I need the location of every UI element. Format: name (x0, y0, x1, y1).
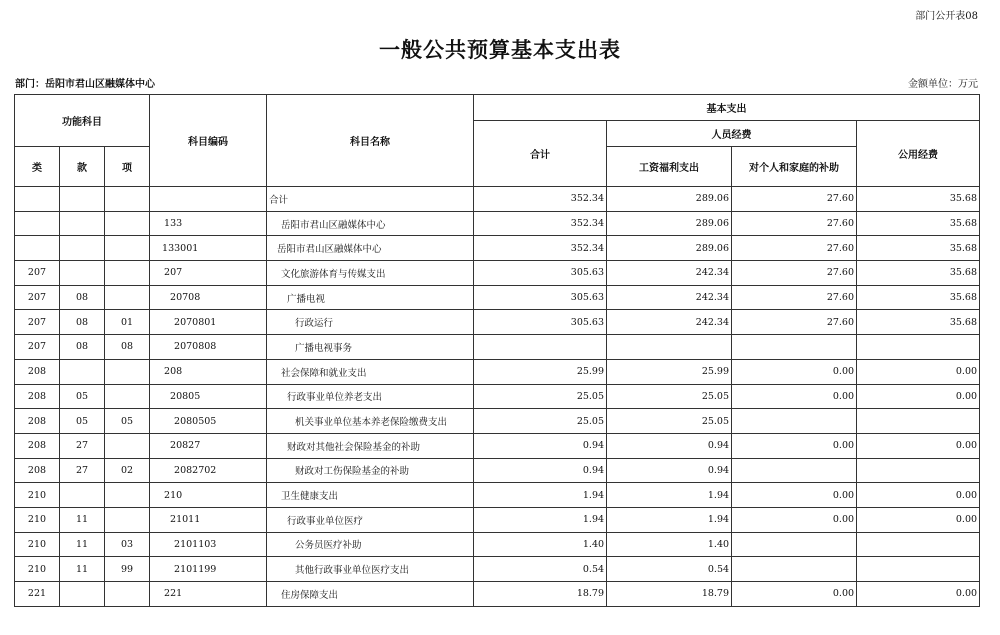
cell-subsidy (732, 557, 857, 582)
cell-xiang (105, 359, 150, 384)
department-label: 部门：岳阳市君山区融媒体中心 (15, 79, 155, 90)
cell-xiang: 01 (105, 310, 150, 335)
table-row (15, 236, 980, 261)
amount-unit-label: 金额单位：万元 (908, 79, 978, 90)
cell-public (857, 458, 980, 483)
cell-public: 0.00 (857, 507, 980, 532)
cell-name: 文化旅游体育与传媒支出 (267, 261, 474, 286)
header-personnel: 人员经费 (607, 121, 857, 147)
cell-subsidy: 0.00 (732, 507, 857, 532)
cell-name: 广播电视 (267, 285, 474, 310)
cell-subsidy: 27.60 (732, 236, 857, 261)
cell-wages: 0.94 (607, 433, 732, 458)
table-row (15, 384, 980, 409)
cell-code: 208 (150, 359, 267, 384)
header-func-subject: 功能科目 (15, 95, 150, 147)
cell-wages: 0.54 (607, 557, 732, 582)
cell-wages: 242.34 (607, 285, 732, 310)
cell-xiang: 08 (105, 335, 150, 360)
cell-wages: 1.94 (607, 507, 732, 532)
header-basic-expense: 基本支出 (474, 95, 980, 121)
cell-name: 行政事业单位养老支出 (267, 384, 474, 409)
cell-total: 352.34 (474, 187, 607, 212)
cell-code: 207 (150, 261, 267, 286)
cell-name: 广播电视事务 (267, 335, 474, 360)
table-header (15, 95, 980, 187)
cell-name: 社会保障和就业支出 (267, 359, 474, 384)
cell-code: 2101199 (150, 557, 267, 582)
cell-lei: 208 (15, 384, 60, 409)
cell-xiang (105, 507, 150, 532)
cell-xiang: 03 (105, 532, 150, 557)
cell-public: 35.68 (857, 236, 980, 261)
cell-xiang: 05 (105, 409, 150, 434)
cell-xiang (105, 261, 150, 286)
table-row (15, 532, 980, 557)
cell-lei: 208 (15, 409, 60, 434)
cell-name: 岳阳市君山区融媒体中心 (267, 236, 474, 261)
cell-subsidy (732, 409, 857, 434)
header-xiang: 项 (105, 147, 150, 187)
cell-total: 25.05 (474, 409, 607, 434)
cell-kuan: 11 (60, 507, 105, 532)
cell-total: 25.99 (474, 359, 607, 384)
table-body (15, 187, 980, 607)
cell-subsidy: 0.00 (732, 433, 857, 458)
table-row (15, 409, 980, 434)
cell-kuan (60, 236, 105, 261)
cell-code: 221 (150, 582, 267, 607)
cell-public: 35.68 (857, 211, 980, 236)
page-title: 一般公共预算基本支出表 (379, 37, 621, 62)
cell-total: 352.34 (474, 236, 607, 261)
cell-name: 行政运行 (267, 310, 474, 335)
cell-name: 其他行政事业单位医疗支出 (267, 557, 474, 582)
cell-xiang: 99 (105, 557, 150, 582)
table-row (15, 433, 980, 458)
cell-code (150, 187, 267, 212)
cell-name: 合计 (267, 187, 474, 212)
table-row (15, 261, 980, 286)
cell-wages: 25.05 (607, 384, 732, 409)
cell-public: 0.00 (857, 483, 980, 508)
table-row (15, 187, 980, 212)
cell-wages (607, 335, 732, 360)
cell-total (474, 335, 607, 360)
cell-public (857, 409, 980, 434)
cell-name: 行政事业单位医疗 (267, 507, 474, 532)
cell-kuan: 08 (60, 285, 105, 310)
cell-kuan: 05 (60, 409, 105, 434)
cell-subsidy: 27.60 (732, 261, 857, 286)
cell-kuan: 27 (60, 433, 105, 458)
table-row (15, 483, 980, 508)
cell-code: 21011 (150, 507, 267, 532)
cell-public (857, 532, 980, 557)
cell-lei: 210 (15, 557, 60, 582)
cell-public: 35.68 (857, 285, 980, 310)
cell-code: 20708 (150, 285, 267, 310)
cell-subsidy: 27.60 (732, 285, 857, 310)
cell-public: 35.68 (857, 261, 980, 286)
cell-total: 352.34 (474, 211, 607, 236)
cell-subsidy: 0.00 (732, 384, 857, 409)
cell-lei: 207 (15, 335, 60, 360)
cell-name: 岳阳市君山区融媒体中心 (267, 211, 474, 236)
table-row (15, 359, 980, 384)
cell-kuan: 08 (60, 310, 105, 335)
cell-xiang: 02 (105, 458, 150, 483)
cell-lei: 208 (15, 359, 60, 384)
cell-total: 18.79 (474, 582, 607, 607)
cell-xiang (105, 236, 150, 261)
cell-subsidy: 0.00 (732, 483, 857, 508)
table-row (15, 507, 980, 532)
cell-public: 0.00 (857, 582, 980, 607)
cell-subsidy: 27.60 (732, 310, 857, 335)
cell-lei (15, 211, 60, 236)
cell-wages: 289.06 (607, 236, 732, 261)
cell-public (857, 557, 980, 582)
cell-kuan (60, 582, 105, 607)
cell-xiang (105, 285, 150, 310)
cell-kuan: 05 (60, 384, 105, 409)
cell-kuan: 27 (60, 458, 105, 483)
cell-lei: 207 (15, 261, 60, 286)
cell-total: 25.05 (474, 384, 607, 409)
cell-wages: 242.34 (607, 310, 732, 335)
table-row (15, 582, 980, 607)
cell-name: 公务员医疗补助 (267, 532, 474, 557)
table-row (15, 310, 980, 335)
header-wages: 工资福利支出 (607, 147, 732, 187)
cell-public (857, 335, 980, 360)
cell-name: 财政对工伤保险基金的补助 (267, 458, 474, 483)
table-row (15, 335, 980, 360)
cell-lei: 210 (15, 483, 60, 508)
cell-total: 305.63 (474, 285, 607, 310)
cell-name: 住房保障支出 (267, 582, 474, 607)
cell-wages: 25.05 (607, 409, 732, 434)
cell-total: 305.63 (474, 261, 607, 286)
cell-total: 1.40 (474, 532, 607, 557)
cell-kuan (60, 261, 105, 286)
cell-subsidy: 0.00 (732, 359, 857, 384)
cell-total: 0.54 (474, 557, 607, 582)
cell-xiang (105, 433, 150, 458)
cell-xiang (105, 582, 150, 607)
cell-public: 0.00 (857, 359, 980, 384)
cell-lei: 210 (15, 532, 60, 557)
cell-public: 35.68 (857, 187, 980, 212)
cell-wages: 1.40 (607, 532, 732, 557)
cell-kuan (60, 359, 105, 384)
cell-name: 卫生健康支出 (267, 483, 474, 508)
cell-code: 2070801 (150, 310, 267, 335)
header-kuan: 款 (60, 147, 105, 187)
cell-subsidy: 27.60 (732, 187, 857, 212)
header-lei: 类 (15, 147, 60, 187)
cell-public: 0.00 (857, 384, 980, 409)
header-public: 公用经费 (857, 121, 980, 187)
cell-code: 210 (150, 483, 267, 508)
cell-subsidy: 0.00 (732, 582, 857, 607)
table-row (15, 285, 980, 310)
cell-subsidy: 27.60 (732, 211, 857, 236)
cell-public: 35.68 (857, 310, 980, 335)
cell-code: 2080505 (150, 409, 267, 434)
cell-xiang (105, 211, 150, 236)
cell-lei: 208 (15, 458, 60, 483)
table-row (15, 211, 980, 236)
cell-wages: 242.34 (607, 261, 732, 286)
cell-code: 2101103 (150, 532, 267, 557)
cell-code: 20805 (150, 384, 267, 409)
cell-xiang (105, 483, 150, 508)
cell-kuan: 11 (60, 532, 105, 557)
cell-code: 2070808 (150, 335, 267, 360)
cell-lei: 221 (15, 582, 60, 607)
cell-wages: 0.94 (607, 458, 732, 483)
cell-code: 20827 (150, 433, 267, 458)
budget-table (14, 94, 980, 607)
cell-xiang (105, 187, 150, 212)
cell-code: 2082702 (150, 458, 267, 483)
cell-lei: 207 (15, 285, 60, 310)
header-name: 科目名称 (267, 95, 474, 187)
cell-wages: 289.06 (607, 187, 732, 212)
cell-lei (15, 187, 60, 212)
cell-total: 0.94 (474, 458, 607, 483)
cell-code: 133001 (150, 236, 267, 261)
cell-wages: 25.99 (607, 359, 732, 384)
cell-wages: 1.94 (607, 483, 732, 508)
cell-lei: 210 (15, 507, 60, 532)
cell-xiang (105, 384, 150, 409)
cell-kuan (60, 187, 105, 212)
cell-name: 财政对其他社会保险基金的补助 (267, 433, 474, 458)
header-code: 科目编码 (150, 95, 267, 187)
cell-public: 0.00 (857, 433, 980, 458)
table-row (15, 458, 980, 483)
cell-wages: 18.79 (607, 582, 732, 607)
cell-subsidy (732, 532, 857, 557)
form-number-label: 部门公开表08 (915, 11, 978, 22)
cell-kuan (60, 211, 105, 236)
table-row (15, 557, 980, 582)
header-total: 合计 (474, 121, 607, 187)
cell-kuan: 11 (60, 557, 105, 582)
cell-total: 305.63 (474, 310, 607, 335)
cell-lei: 207 (15, 310, 60, 335)
cell-total: 1.94 (474, 483, 607, 508)
cell-name: 机关事业单位基本养老保险缴费支出 (267, 409, 474, 434)
cell-code: 133 (150, 211, 267, 236)
cell-lei (15, 236, 60, 261)
cell-total: 0.94 (474, 433, 607, 458)
header-subsidy: 对个人和家庭的补助 (732, 147, 857, 187)
cell-wages: 289.06 (607, 211, 732, 236)
cell-subsidy (732, 335, 857, 360)
cell-subsidy (732, 458, 857, 483)
cell-kuan: 08 (60, 335, 105, 360)
cell-kuan (60, 483, 105, 508)
cell-lei: 208 (15, 433, 60, 458)
cell-total: 1.94 (474, 507, 607, 532)
